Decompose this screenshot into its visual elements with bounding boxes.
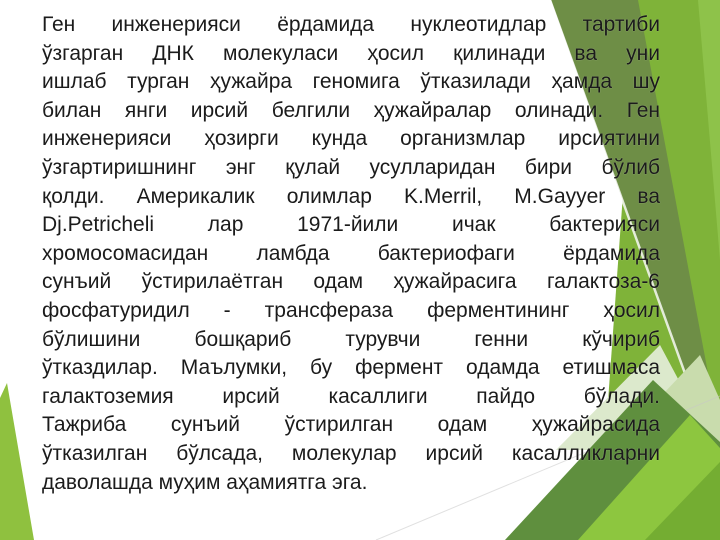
text-line: билан янги ирсий белгили ҳужайралар олинади. Ген	[42, 98, 660, 122]
text-line: ишлаб турган ҳужайра геномига ўтказилади ҳамда шу	[42, 70, 660, 94]
text-line: қолди. Америкалик олимлар K.Merril, M.Gayyer ва	[42, 184, 660, 208]
text-line: галактоземия ирсий касаллиги пайдо бўлади.	[42, 384, 660, 408]
text-line: Тажриба сунъий ўстирилган одам ҳужайрасида	[42, 413, 660, 437]
text-line: даволашда муҳим аҳамиятга эга.	[42, 470, 368, 494]
text-line: хромосомасидан ламбда бактериофаги ёрдамида	[42, 241, 660, 265]
text-line: сунъий ўстирилаётган одам ҳужайрасига галактоза-6	[42, 270, 660, 294]
text-line: фосфатуридил - трансфераза ферментининг ҳосил	[42, 298, 660, 322]
text-line: инженерияси ҳозирги кунда организмлар ирсиятини	[42, 127, 660, 151]
text-line: бўлишини бошқариб турувчи генни кўчириб	[42, 327, 660, 351]
text-line: Dj.Petricheli лар 1971-йили ичак бактерияси	[42, 213, 660, 237]
text-line: ўзгарган ДНК молекуласи ҳосил қилинади ва уни	[42, 41, 660, 65]
text-line: Ген инженерияси ёрдамида нуклеотидлар тартиби	[42, 13, 660, 36]
text-line: ўтказдилар. Маълумки, бу фермент одамда етишмаса	[42, 356, 660, 380]
text-line: ўтказилган бўлсада, молекулар ирсий касалликларни	[42, 441, 660, 465]
text-line: ўзгартиришнинг энг қулай усулларидан бири бўлиб	[42, 155, 660, 179]
body-text-block	[42, 11, 660, 497]
